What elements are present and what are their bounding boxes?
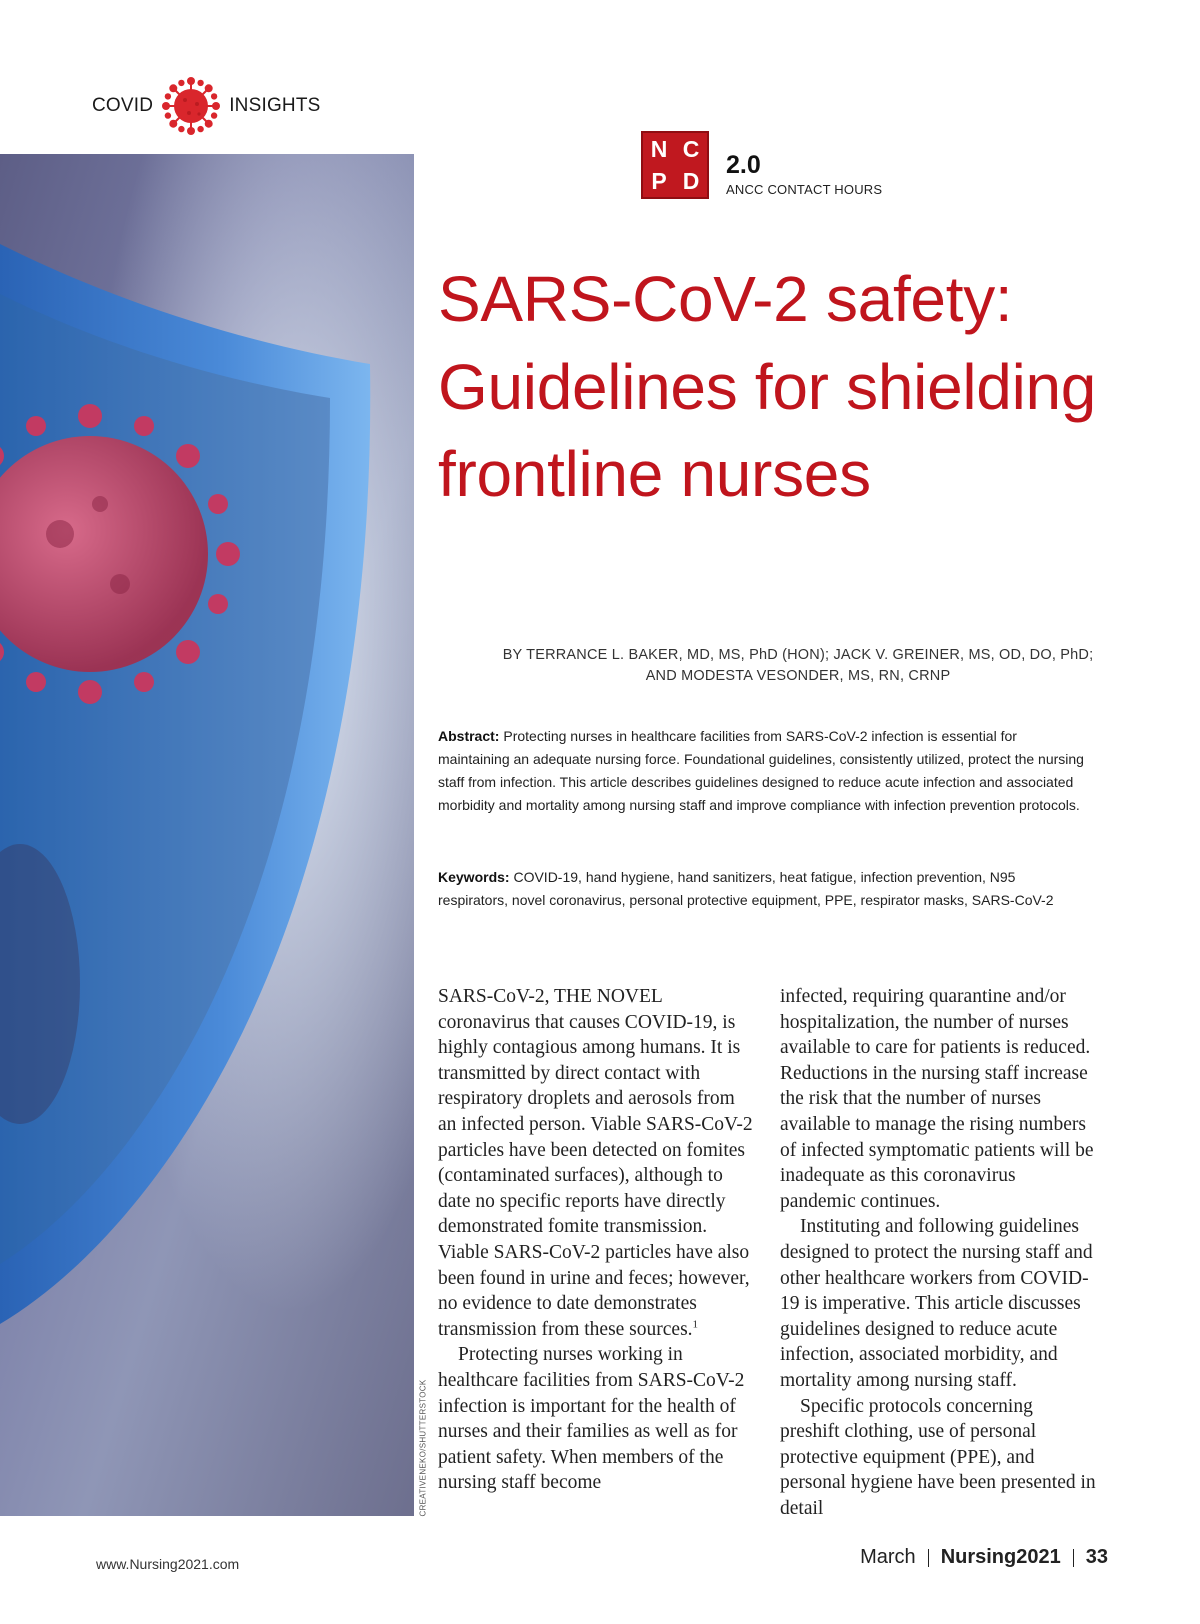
section-label-left: COVID: [92, 95, 154, 116]
ncpd-letter: D: [682, 167, 700, 194]
footer-folio: [860, 1546, 1108, 1569]
abstract-label: Abstract:: [438, 728, 500, 744]
keywords-text: COVID-19, hand hygiene, hand sanitizers, heat fatigue, infection prevention, N95 respirators, novel coronavirus, personal protective equipment, PPE, respirator masks, SARS-CoV-2: [438, 869, 1054, 908]
photo-credit: CREATIVENEKO/SHUTTERSTOCK: [418, 1379, 428, 1517]
footer-website: www.Nursing2021.com: [96, 1556, 240, 1572]
ncpd-letter: P: [651, 167, 667, 194]
body-paragraph: Specific protocols concerning preshift clothing, use of personal protective equipment (PPE), and personal hygiene have been presented in detail: [780, 1395, 1096, 1519]
body-paragraph: Protecting nurses working in healthcare facilities from SARS-CoV-2 infection is important for the health of nurses and their families as well as for patient safety. When members of the nursing staff become: [438, 1344, 745, 1494]
section-label-right: INSIGHTS: [229, 95, 321, 116]
footer-month: March: [860, 1546, 916, 1568]
coronavirus-icon: [159, 74, 223, 138]
body-column-1: [438, 984, 754, 1496]
hero-image: [0, 154, 414, 1516]
byline-line-1: BY TERRANCE L. BAKER, MD, MS, PhD (HON); JACK V. GREINER, MS, OD, DO, PhD;: [502, 647, 1094, 663]
keywords: [438, 866, 1088, 912]
ncpd-letter: N: [650, 135, 668, 162]
body-paragraph: Instituting and following guidelines designed to protect the nursing staff and other healthcare workers from COVID-19 is imperative. This article discusses guidelines designed to reduce acute infection, associated morbidity, and mortality among nursing staff.: [780, 1216, 1093, 1391]
byline-line-2: AND MODESTA VESONDER, MS, RN, CRNP: [645, 668, 951, 685]
section-label: [92, 84, 321, 128]
contact-hours-label: ANCC CONTACT HOURS: [726, 182, 883, 197]
keywords-label: Keywords:: [438, 869, 510, 885]
abstract: [438, 725, 1088, 817]
byline: [438, 645, 1158, 687]
abstract-text: Protecting nurses in healthcare facilities from SARS-CoV-2 infection is essential for maintaining an adequate nursing force. Foundational guidelines, consistently utilized, protect the nursing staff from infection. This article describes guidelines designed to reduce acute infection and associated morbidity and mortality among nursing staff and improve compliance with infection prevention protocols.: [438, 728, 1084, 813]
reference-marker: 1: [692, 1318, 699, 1331]
footer-journal: Nursing2021: [940, 1546, 1061, 1568]
article-title: SARS-CoV-2 safety: Guidelines for shielding frontline nurses: [438, 263, 1097, 511]
footer-separator: [1073, 1549, 1074, 1567]
body-column-2: [780, 984, 1096, 1521]
footer-separator: [928, 1549, 929, 1567]
ncpd-badge: [641, 131, 709, 199]
body-paragraph: SARS-CoV-2, THE NOVEL coronavirus that causes COVID-19, is highly contagious among humans. It is transmitted by direct contact with respiratory droplets and aerosols from an infected person. Viable SARS-CoV-2 particles have been detected on fomites (contaminated surfaces), although to date no specific reports have directly demonstrated fomite transmission. Viable SARS-CoV-2 particles have also been found in urine and feces; however, no evidence to date demonstrates transmission from these sources.$^1$: [438, 986, 753, 1340]
ncpd-letter: C: [682, 135, 700, 162]
body-paragraph: infected, requiring quarantine and/or hospitalization, the number of nurses available to care for patients is reduced. Reductions in the nursing staff increase the risk that the number of nurses available to manage the rising numbers of infected symptomatic patients will be inadequate as this coronavirus pandemic continues.: [780, 986, 1094, 1212]
page-number: 33: [1085, 1546, 1108, 1568]
contact-hours-value: 2.0: [726, 151, 761, 179]
